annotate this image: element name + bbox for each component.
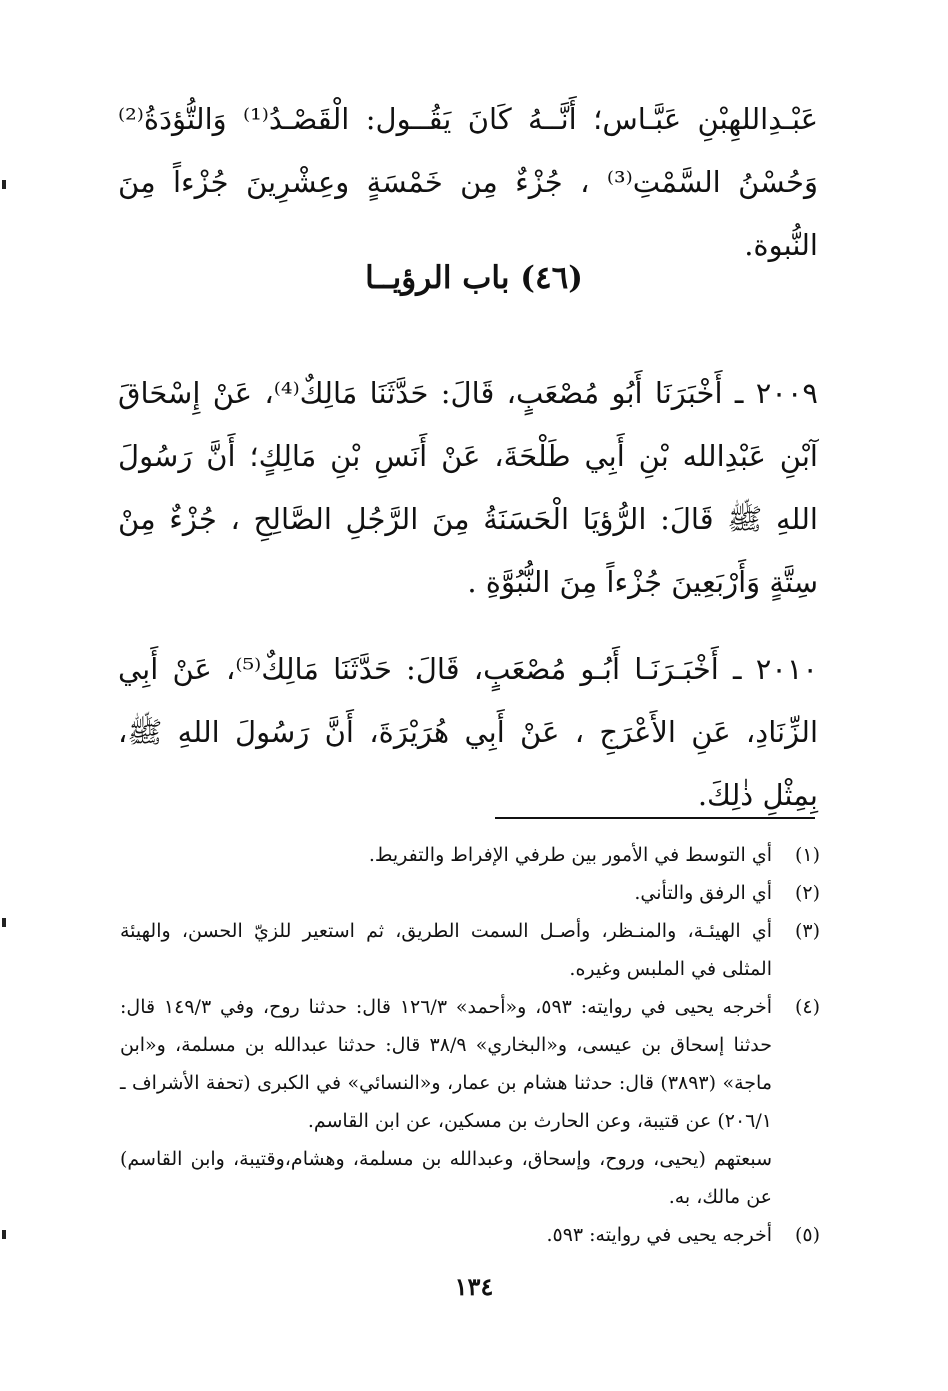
footnote-text: أي الرفق والتأني. bbox=[634, 882, 772, 904]
footnote-number: (٤) bbox=[794, 996, 820, 1018]
footnote-2 bbox=[120, 874, 820, 912]
footnote-text: أي الهيئـة، والمنـظر، وأصـل السمت الطريق، ثم استعير للزيّ الحسن، والهيئة المثلى في الملبس وغيره. bbox=[120, 920, 772, 980]
hadith-2009: ٢٠٠٩ ـ أَخْبَرَنَا أَبُو مُصْعَبٍ، قَالَ: حَدَّثَنَا مَالِكٌ⁽⁴⁾، عَنْ إِسْحَاقَ آبْنِ عَبْدِالله بْنِ أَبِي طَلْحَةَ، عَنْ أَنَسِ بْنِ مَالِكٍ؛ أَنَّ رَسُولَ اللهِ ﷺ قَالَ: الرُّؤيَا الْحَسَنَةُ مِنَ الرَّجُلِ الصَّالِحِ ، جُزْءٌ مِنْ سِتَّةٍ وَأَرْبَعِينَ جُزْءاً مِنَ النُّبُوَّةِ . bbox=[118, 376, 818, 599]
footnote-text: أخرجه يحيى في روايته: ٥٩٣. bbox=[546, 1224, 772, 1246]
hadith-2010: ٢٠١٠ ـ أَخْبَـرَنَـا أَبُـو مُصْعَبٍ، قَالَ: حَدَّثَنَا مَالِكٌ⁽⁵⁾، عَنْ أَبِي الزِّنَادِ، عَنِ الأَعْرَجِ ، عَنْ أَبِي هُرَيْرَةَ، أَنَّ رَسُولَ اللهِ ﷺ، بِمِثْلِ ذٰلِكَ. bbox=[118, 652, 818, 812]
footnote-text: أخرجه يحيى في روايته: ٥٩٣، و«أحمد» ١٢٦/٣ قال: حدثنا روح، وفي ١٤٩/٣ قال: حدثنا إسحاق بن عيسى، و«البخاري» ٣٨/٩ قال: حدثنا عبدالله بن مسلمة، و«ابن ماجة» (٣٨٩٣) قال: حدثنا هشام بن عمار، و«النسائي» في الكبرى (تحفة الأشراف ـ ٢٠٦/١) عن قتيبة، وعن الحارث بن مسكين، عن ابن القاسم. bbox=[120, 996, 773, 1132]
footnote-4-continuation: سبعتهم (يحيى، وروح، وإسحاق، وعبدالله بن مسلمة، وهشام،وقتيبة، وابن القاسم) عن مالك، به. bbox=[120, 1148, 772, 1208]
chapter-heading: (٤٦) باب الرؤيــا bbox=[365, 260, 583, 296]
paragraph-top: عَبْـدِاللهِبْنِ عَبَّـاس؛ أَنَّــهُ كَانَ يَقُــول: الْقَصْـدُ⁽¹⁾ وَالتُّؤدَةُ⁽²⁾ وَحُسْنُ السَّمْتِ⁽³⁾ ، جُزْءٌ مِن خَمْسَةٍ وعِشْرِينَ جُزْءاً مِنَ النُّبوة. bbox=[118, 102, 818, 262]
footnote-number: (٥) bbox=[794, 1224, 820, 1246]
footnote-5 bbox=[120, 1216, 820, 1254]
scan-mark bbox=[2, 1230, 6, 1239]
footnote-3 bbox=[120, 912, 820, 988]
footnote-number: (١) bbox=[794, 844, 820, 866]
footnote-text: أي التوسط في الأمور بين طرفي الإفراط والتفريط. bbox=[368, 844, 772, 866]
scan-mark bbox=[2, 180, 6, 189]
footnote-4 bbox=[120, 988, 820, 1140]
scan-mark bbox=[2, 918, 6, 927]
footnote-1 bbox=[120, 836, 820, 874]
footnote-divider bbox=[495, 817, 815, 819]
footnote-number: (٢) bbox=[794, 882, 820, 904]
footnotes bbox=[120, 836, 820, 1254]
footnote-number: (٣) bbox=[794, 920, 820, 942]
page-number: ١٣٤ bbox=[454, 1272, 494, 1301]
